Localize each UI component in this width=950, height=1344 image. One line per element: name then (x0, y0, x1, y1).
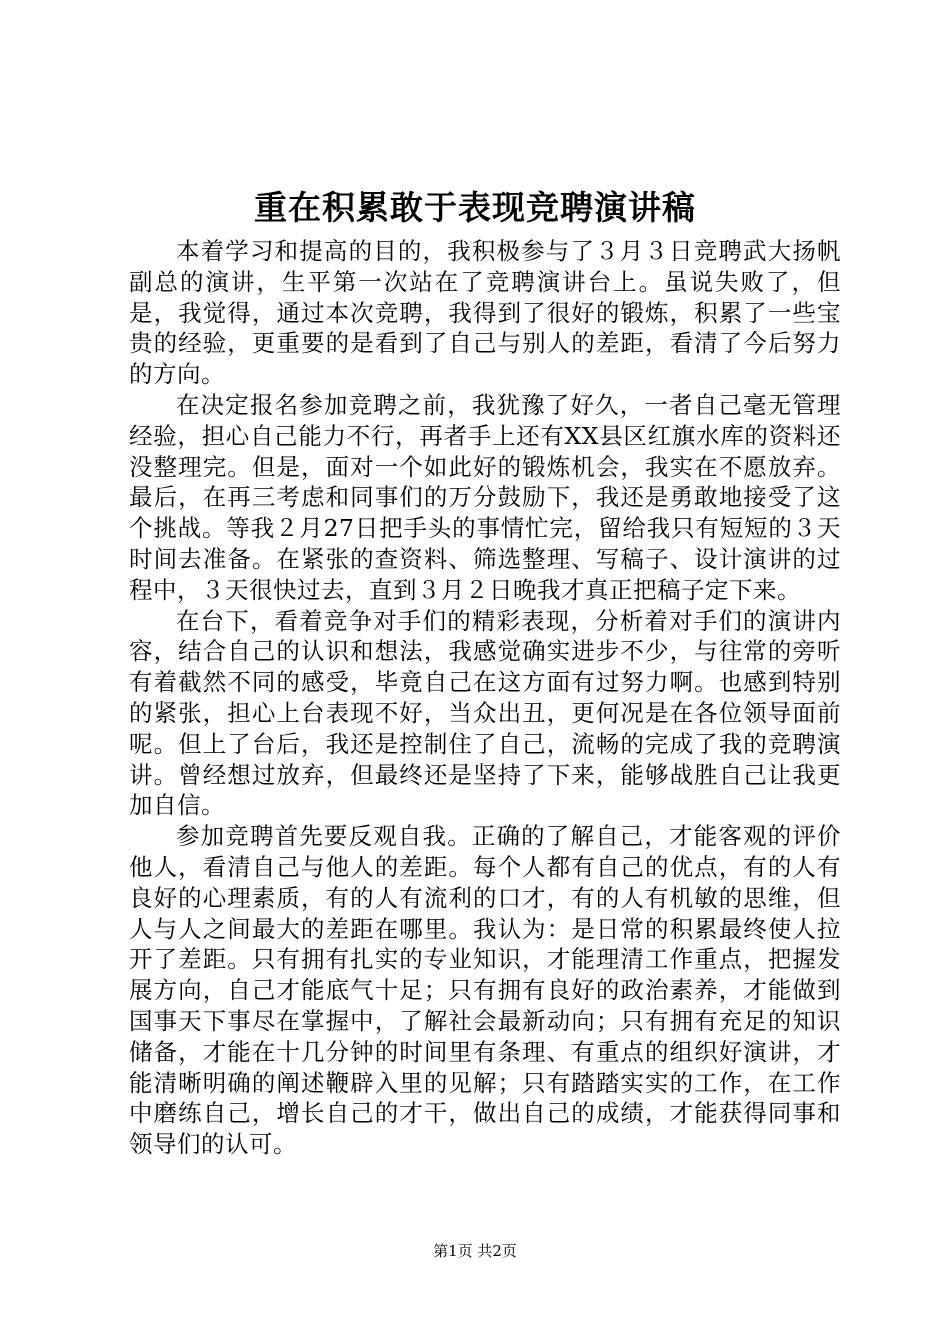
document-body (129, 236, 841, 1160)
document-title: 重在积累敢于表现竞聘演讲稿 (254, 188, 696, 227)
paragraph-2: 在决定报名参加竞聘之前，我犹豫了好久，一者自己毫无管理经验，担心自己能力不行，再者手上还有XX县区红旗水库的资料还没整理完。但是，面对一个如此好的锻炼机会，我实在不愿放弃。最后，在再三考虑和同事们的万分鼓励下，我还是勇敢地接受了这个挑战。等我２月27日把手头的事情忙完，留给我只有短短的３天时间去准备。在紧张的查资料、筛选整理、写稿子、设计演讲的过程中，３天很快过去，直到３月２日晚我才真正把稿子定下来。 (129, 390, 841, 604)
page-number-footer: 第1页 共2页 (433, 1242, 517, 1260)
paragraph-3: 在台下，看着竞争对手们的精彩表现，分析着对手们的演讲内容，结合自己的认识和想法，我感觉确实进步不少，与往常的旁听有着截然不同的感受，毕竟自己在这方面有过努力啊。也感到特别的紧张，担心上台表现不好，当众出丑，更何况是在各位领导面前呢。但上了台后，我还是控制住了自己，流畅的完成了我的竞聘演讲。曾经想过放弃，但最终还是坚持了下来，能够战胜自己让我更加自信。 (129, 606, 841, 820)
paragraph-1: 本着学习和提高的目的，我积极参与了３月３日竞聘武大扬帆副总的演讲，生平第一次站在了竞聘演讲台上。虽说失败了，但是，我觉得，通过本次竞聘，我得到了很好的锻炼，积累了一些宝贵的经验，更重要的是看到了自己与别人的差距，看清了今后努力的方向。 (129, 237, 841, 389)
paragraph-4: 参加竞聘首先要反观自我。正确的了解自己，才能客观的评价他人，看清自己与他人的差距。每个人都有自己的优点，有的人有良好的心理素质，有的人有流利的口才，有的人有机敏的思维，但人与人之间最大的差距在哪里。我认为：是日常的积累最终使人拉开了差距。只有拥有扎实的专业知识，才能理清工作重点，把握发展方向，自己才能底气十足；只有拥有良好的政治素养，才能做到国事天下事尽在掌握中，了解社会最新动向；只有拥有充足的知识储备，才能在十几分钟的时间里有条理、有重点的组织好演讲，才能清晰明确的阐述鞭辟入里的见解；只有踏踏实实的工作，在工作中磨练自己，增长自己的才干，做出自己的成绩，才能获得同事和领导们的认可。 (129, 822, 841, 1159)
